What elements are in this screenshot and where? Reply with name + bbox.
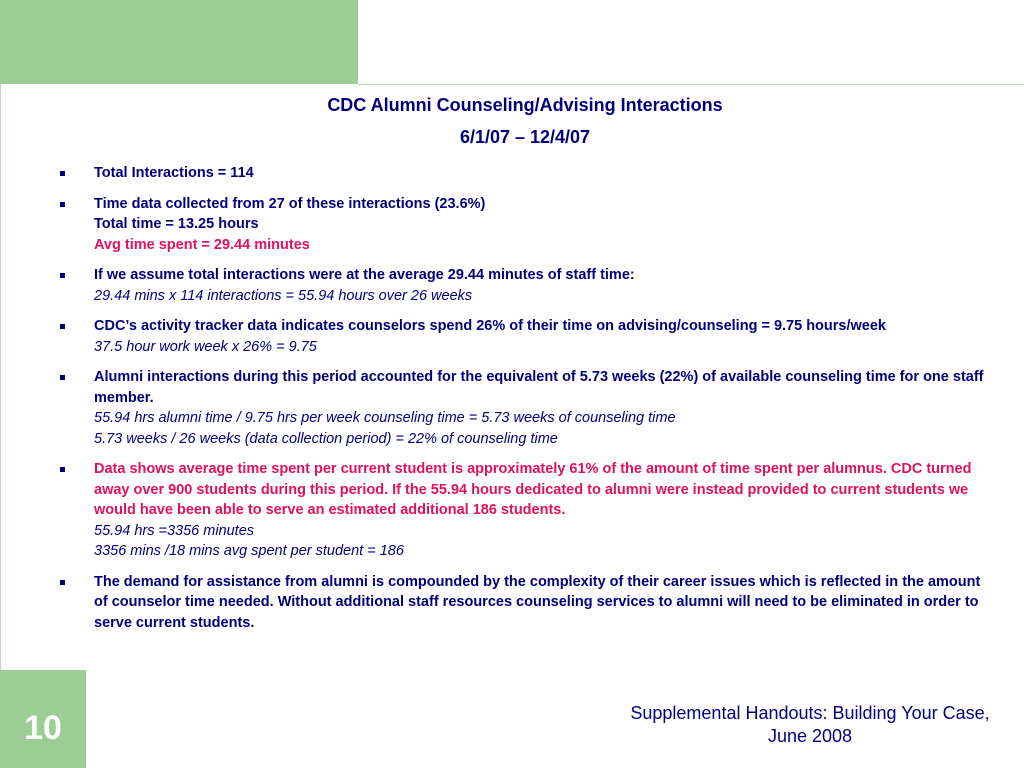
bullet-time-data: [60, 194, 995, 256]
bullet-text: Total Interactions = 114: [94, 165, 254, 181]
bullet-text: If we assume total interactions were at the average 29.44 minutes of staff time:: [94, 267, 635, 283]
bullet-current-students: [60, 459, 995, 562]
square-bullet-icon: [60, 273, 65, 278]
footer-text: Supplemental Handouts: Building Your Case, June 2008: [630, 703, 990, 746]
bullet-text: Alumni interactions during this period accounted for the equivalent of 5.73 weeks (22%) of available counseling time for one staff member.: [94, 369, 984, 406]
bullet-calculation: 55.94 hrs alumni time / 9.75 hrs per week counseling time = 5.73 weeks of counseling time: [94, 410, 676, 426]
bullet-text: The demand for assistance from alumni is compounded by the complexity of their career issues which is reflected in the amount of counselor time needed. Without additional staff resources counseling services to alumni will need to be eliminated in order to serve current students.: [94, 573, 981, 631]
square-bullet-icon: [60, 324, 65, 329]
bullet-highlight-text: Data shows average time spent per current student is approximately 61% of the amount of time spent per alumnus. CDC turned away over 900 students during this period. If the 55.94 hours dedicated to alumni were instead provided to current students we would have been able to serve an estimated additional 186 students.: [94, 461, 972, 518]
bullet-activity-tracker: [60, 316, 995, 357]
bullet-calculation: 29.44 mins x 114 interactions = 55.94 hours over 26 weeks: [94, 287, 473, 304]
bullet-total-interactions: [60, 163, 995, 184]
bullet-text: CDC’s activity tracker data indicates counselors spend 26% of their time on advising/counseling = 9.75 hours/week: [94, 318, 886, 334]
bullet-calculation: 5.73 weeks / 26 weeks (data collection period) = 22% of counseling time: [94, 430, 558, 447]
bullet-assumption: [60, 265, 995, 306]
bullet-text: Total time = 13.25 hours: [94, 216, 259, 232]
bullet-calculation: 3356 mins /18 mins avg spent per student = 186: [94, 543, 404, 559]
bullet-calculation: 55.94 hrs =3356 minutes: [94, 522, 255, 539]
square-bullet-icon: [60, 375, 65, 380]
square-bullet-icon: [60, 202, 65, 207]
bullet-calculation: 37.5 hour work week x 26% = 9.75: [94, 338, 317, 355]
top-divider-line: [358, 84, 1024, 85]
bullet-alumni-equivalent: [60, 367, 995, 449]
left-divider-line: [0, 84, 1, 670]
slide-date-range: 6/1/07 – 12/4/07: [459, 127, 591, 147]
square-bullet-icon: [60, 171, 65, 176]
square-bullet-icon: [60, 467, 65, 472]
bullet-list: [60, 163, 995, 643]
bullet-text: Time data collected from 27 of these interactions (23.6%): [94, 195, 486, 212]
slide-title: CDC Alumni Counseling/Advising Interactions: [327, 95, 723, 115]
bullet-highlight-text: Avg time spent = 29.44 minutes: [94, 236, 310, 253]
corner-accent-block: [0, 0, 358, 84]
square-bullet-icon: [60, 580, 65, 585]
page-number: 10: [24, 709, 62, 747]
bullet-demand: [60, 572, 995, 634]
